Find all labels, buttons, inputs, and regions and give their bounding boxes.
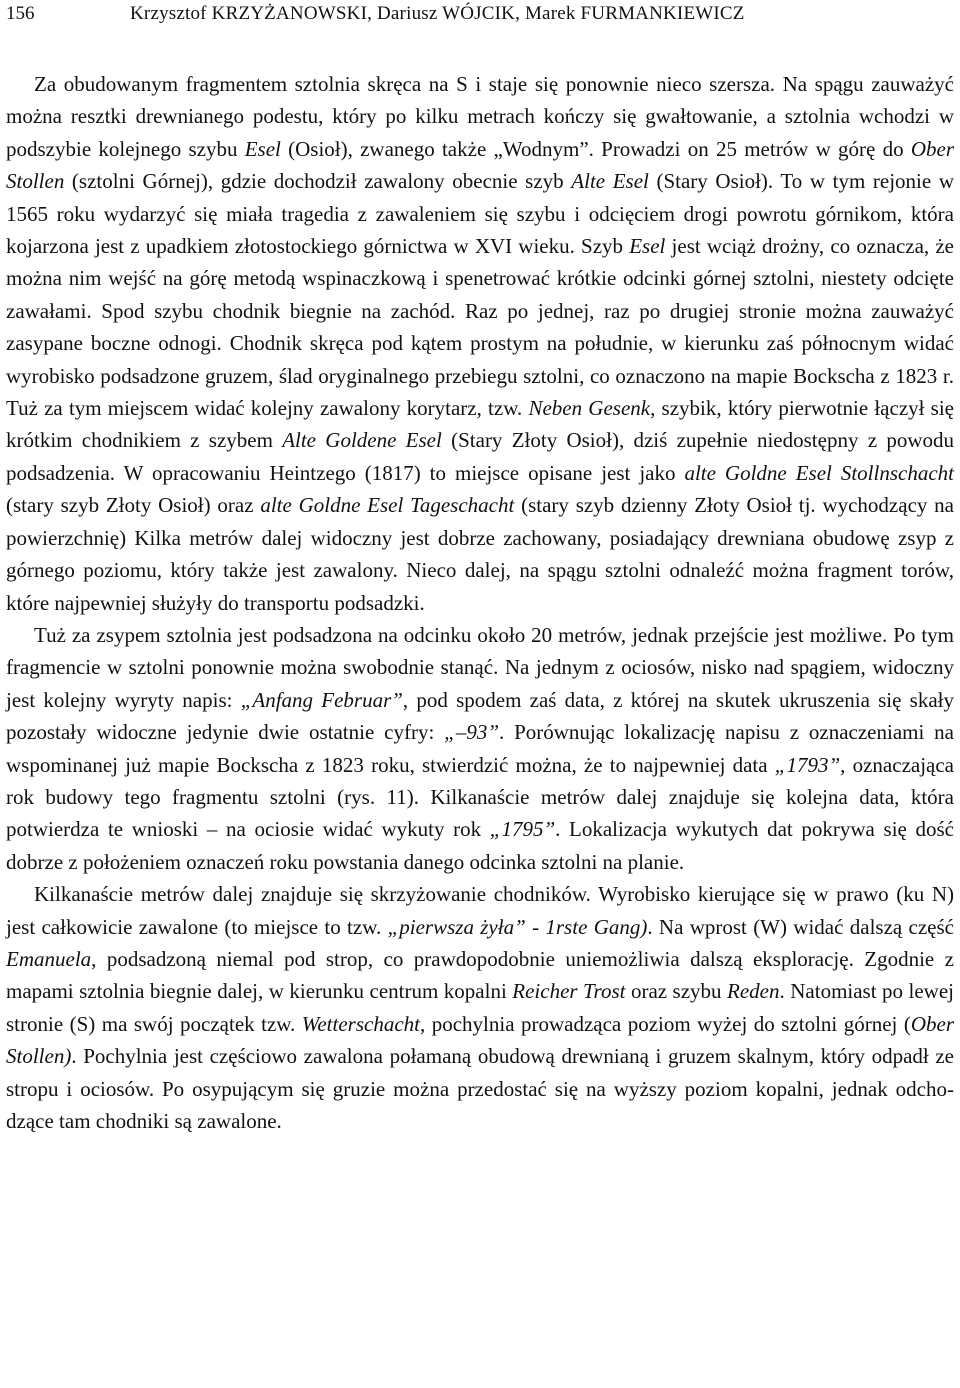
text-run: . Porównując lokalizację napisu z oznaczeniami na wspominanej już mapie Bockscha z 1823 roku, stwierdzić można, że to najpewniej data — [6, 720, 954, 777]
italic-text-run: „pierwsza żyła” - 1rste Gang) — [387, 914, 648, 939]
text-run: (Osioł), zwanego także „Wodnym”. Prowadzi on 25 metrów w górę do — [280, 136, 911, 161]
italic-text-run: „–93” — [444, 720, 499, 745]
italic-text-run: Reicher Trost — [512, 979, 626, 1004]
text-run: (Stary Złoty Osioł), dziś zupełnie niedostępny z powodu podsadzenia. W opracowaniu Heintzego (1817) to miejsce opisane jest jako — [6, 428, 954, 485]
italic-text-run: Reden — [727, 979, 780, 1004]
text-run: . Na wprost (W) widać dalszą część — [647, 914, 954, 939]
italic-text-run: Ober Stollen) — [6, 1011, 954, 1069]
italic-text-run: Ober Stollen — [6, 136, 954, 194]
paragraph — [6, 878, 954, 1137]
text-run: (stary szyb Złoty Osioł) oraz — [6, 493, 261, 518]
text-run: oraz szybu — [625, 979, 728, 1004]
running-head-authors: Krzysztof KRZYŻANOWSKI, Dariusz WÓJCIK, Marek FURMANKIEWICZ — [130, 3, 745, 24]
running-head — [6, 0, 954, 50]
text-run: . Pochylnia jest częściowo zawalona połamaną obudową drewnianą i gruzem skalnym, który odpadł ze stropu i ociosów. Po osypującym się gruzie można przedostać się na wyższy poziom kopalni, jednak odchodzące tam chodniki są zawalone. — [6, 1044, 954, 1133]
italic-text-run: alte Goldne Esel Stollnschacht — [684, 460, 954, 485]
text-run: , pod spodem zaś data, z której na skutek ukruszenia się skały pozostały widoczne jedynie dwie ostatnie cyfry: — [6, 687, 955, 745]
italic-text-run: Alte Esel — [571, 169, 649, 194]
italic-text-run: Wetterschacht — [301, 1011, 420, 1036]
italic-text-run: Emanuela — [6, 946, 92, 971]
text-run: oznaczająca rok budowy tego fragmentu sztolni (rys. 11). Kilkanaście metrów dalej znajduje się kolejna data, która potwierdza te wnioski – na ociosie widać wykuty rok — [6, 752, 955, 842]
document-page — [6, 0, 954, 1137]
italic-text-run: „Anfang Februar” — [240, 687, 403, 712]
text-run: Kilkanaście metrów dalej znajduje się skrzyżowanie chodników. Wyrobisko kierujące się w prawo (ku N) jest całkowicie zawalone (to miejsce to tzw. — [6, 882, 954, 939]
italic-text-run: Alte Goldene Esel — [282, 428, 442, 453]
text-run: , szybik, który pierwotnie łączył się krótkim chodnikiem z szybem — [6, 396, 954, 453]
text-run: jest wciąż drożny, co oznacza, że można nim wejść na górę metodą wspinaczkową i spenetrować krótkie odcinki górnej sztolni, niestety odcięte zawałami. Spod szybu chodnik biegnie na zachód. Raz po jednej, raz po drugiej stronie można zauważyć zasypane boczne odnogi. Chodnik skręca pod kątem prostym na południe, w kierunku zaś północnym widać wyrobisko podsadzone gruzem, ślad oryginalnego przebiegu sztolni, co oznaczono na mapie Bockscha z 1823 r. Tuż za tym miejscem widać kolejny zawalony korytarz, tzw. — [6, 234, 954, 421]
italic-text-run: „1795” — [489, 817, 556, 842]
text-run: Za obudowanym fragmentem sztolnia skręca na S i staje się ponownie nieco szersza. Na spągu zauważyć można resztki drewnianego podestu, który po kilku metrach kończy się gwałtowanie, a sztolnia wchodzi w podszybie kolejnego szybu — [6, 72, 954, 161]
text-run: (sztolni Górnej), gdzie dochodził zawalony obecnie szyb — [64, 169, 572, 194]
text-run: . Lokalizacja wykutych dat pokrywa się dość dobrze z położeniem oznaczeń roku powstania danego odcinka sztolni na planie. — [6, 817, 954, 874]
text-run: Tuż za zsypem sztolnia jest podsadzona na odcinku około 20 metrów, jednak przejście jest możliwe. Po tym fragmencie w sztolni ponownie można swobodnie stanąć. Na jednym z ociosów, nisko nad spągiem, widoczny jest kolejny wyryty napis: — [6, 622, 954, 712]
italic-text-run: alte Goldne Esel Tageschacht — [260, 493, 515, 518]
body-text — [6, 68, 954, 1137]
italic-text-run: Esel — [629, 234, 666, 259]
page-number: 156 — [6, 3, 35, 24]
italic-text-run: Esel — [244, 136, 281, 161]
text-run: , pochylnia prowadząca poziom wyżej do sztolni górnej ( — [419, 1011, 911, 1036]
paragraph — [6, 619, 954, 878]
text-run: (Stary Osioł). To w tym rejonie w 1565 roku wydarzyć się miała tragedia z zawaleniem się szybu i odcięciem drogi powrotu górnikom, która kojarzona jest z upadkiem złotostockiego górnictwa w XVI wieku. Szyb — [6, 169, 954, 259]
text-run: (stary szyb dzienny Złoty Osioł tj. wychodzący na powierzchnię) Kilka metrów dalej widoczny jest dobrze zachowany, posiadający drewniana obudowę zsyp z górnego poziomu, który także jest zawalony. Nieco dalej, na spągu sztolni odnaleźć można fragment torów, które najpewniej służyły do transportu podsadzki. — [6, 493, 954, 615]
text-run: . Natomiast po lewej stronie (S) ma swój początek tzw. — [6, 979, 954, 1036]
text-run: , podsadzoną niemal pod strop, co prawdopodobnie uniemożliwia dalszą eksplorację. Zgodnie z mapami sztolnia biegnie dalej, w kierunku centrum kopalni — [6, 946, 954, 1004]
italic-text-run: Neben Gesenk — [528, 396, 651, 421]
italic-text-run: „1793”, — [774, 752, 846, 777]
paragraph — [6, 68, 954, 619]
